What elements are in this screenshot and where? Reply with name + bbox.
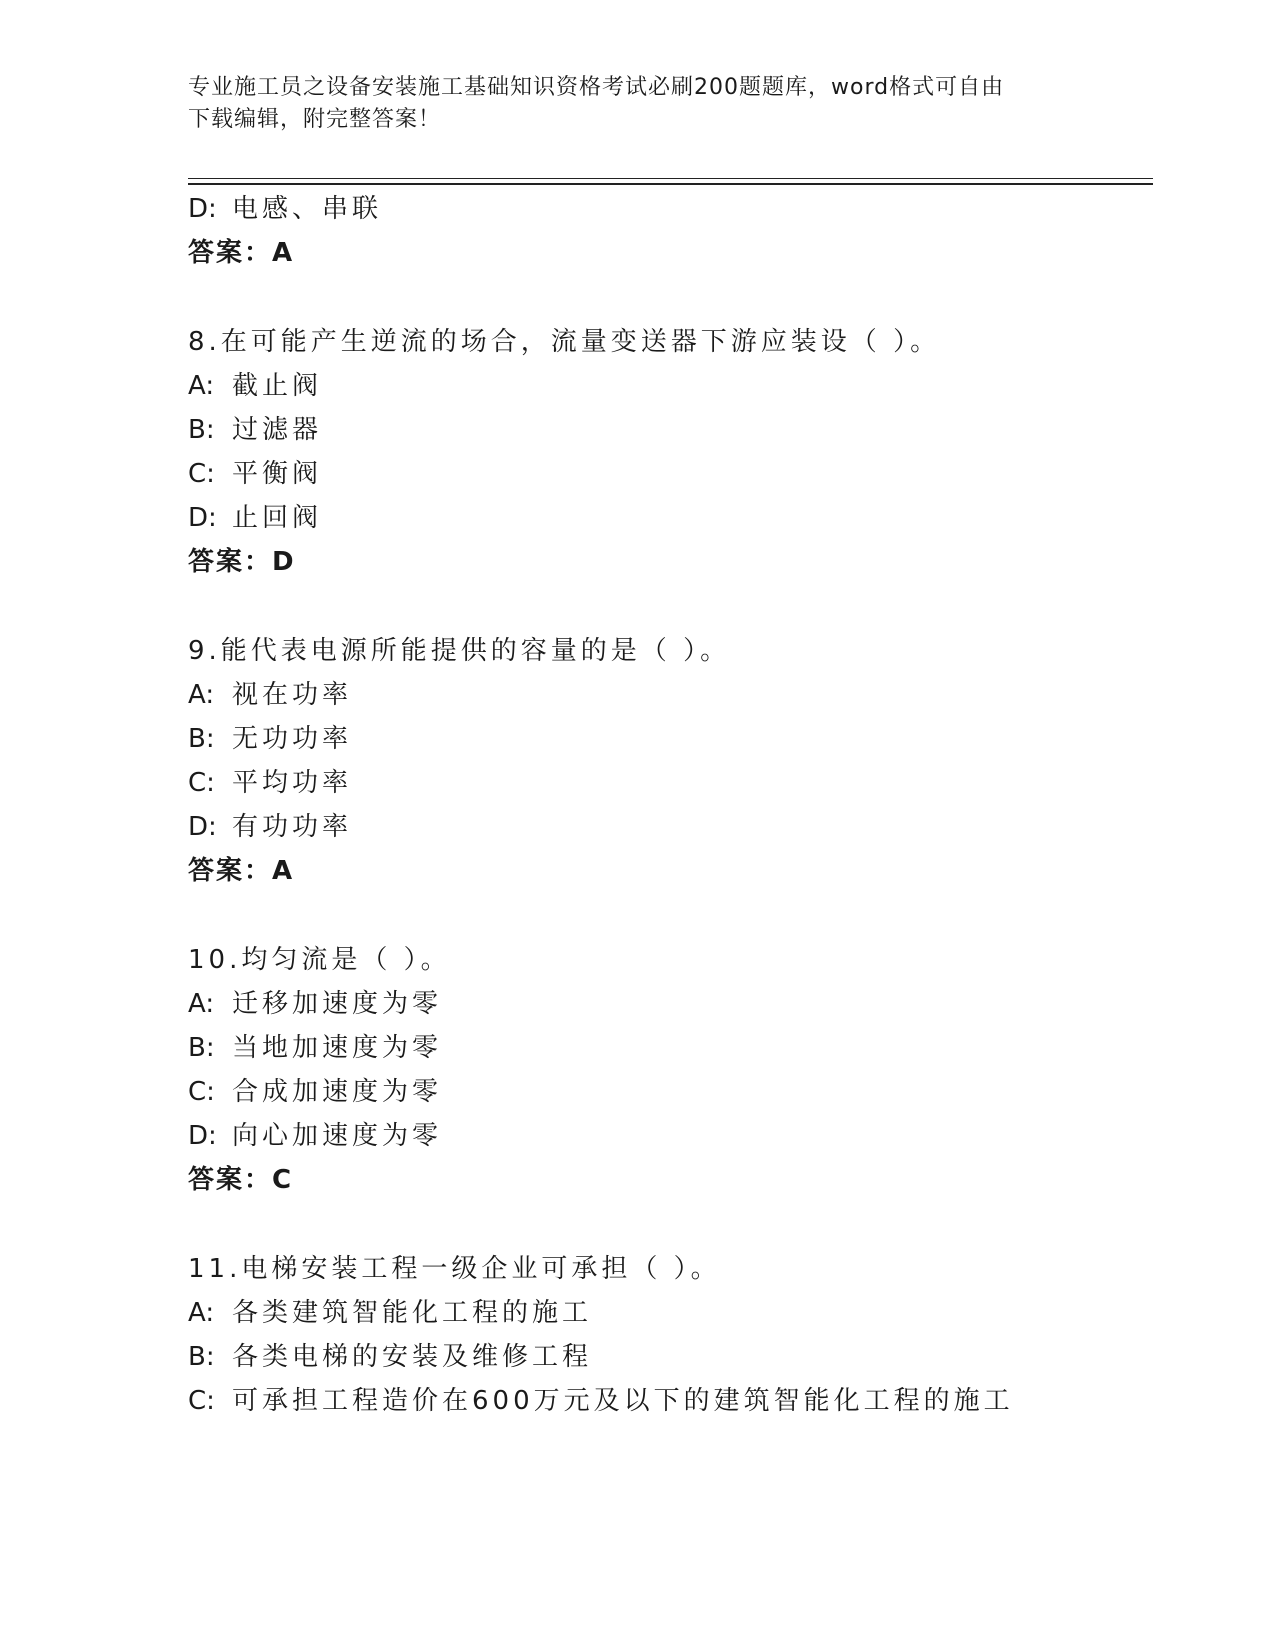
option-letter: A: bbox=[188, 989, 215, 1019]
option-letter: C: bbox=[188, 459, 215, 489]
option-text: 当地加速度为零 bbox=[232, 1033, 443, 1063]
option-text: 电感、串联 bbox=[232, 194, 383, 224]
option-d bbox=[188, 810, 352, 844]
option-text: 合成加速度为零 bbox=[232, 1077, 443, 1107]
option-a bbox=[188, 1296, 592, 1330]
option-a bbox=[188, 369, 322, 403]
answer: 答案：A bbox=[188, 238, 295, 268]
option-text: 向心加速度为零 bbox=[232, 1121, 443, 1151]
option-b bbox=[188, 413, 322, 447]
option-letter: D: bbox=[188, 1121, 217, 1151]
option-c bbox=[188, 1075, 442, 1109]
header-line-2: 下载编辑，附完整答案！ bbox=[188, 107, 442, 132]
option-b bbox=[188, 1031, 442, 1065]
option-letter: A: bbox=[188, 680, 215, 710]
option-letter: C: bbox=[188, 1386, 215, 1416]
option-text: 各类电梯的安装及维修工程 bbox=[232, 1342, 593, 1372]
option-c bbox=[188, 1384, 1014, 1418]
option-letter: A: bbox=[188, 371, 215, 401]
option-text: 过滤器 bbox=[232, 415, 323, 445]
option-text: 无功功率 bbox=[232, 724, 353, 754]
option-c bbox=[188, 766, 352, 800]
option-letter: D: bbox=[188, 194, 217, 224]
option-text: 截止阀 bbox=[232, 371, 323, 401]
option-d bbox=[188, 192, 382, 226]
option-d bbox=[188, 1119, 442, 1153]
option-letter: B: bbox=[188, 1342, 215, 1372]
header-line-1: 专业施工员之设备安装施工基础知识资格考试必刷200题题库，word格式可自由 bbox=[188, 75, 1005, 100]
answer: 答案：D bbox=[188, 547, 296, 577]
document-header bbox=[188, 72, 1088, 136]
header-rule-thick bbox=[188, 183, 1153, 185]
option-b bbox=[188, 722, 352, 756]
question-stem: 9.能代表电源所能提供的容量的是（ ）。 bbox=[188, 636, 731, 666]
question-stem: 11.电梯安装工程一级企业可承担（ ）。 bbox=[188, 1254, 721, 1284]
option-letter: C: bbox=[188, 768, 215, 798]
option-a bbox=[188, 987, 442, 1021]
option-d bbox=[188, 501, 322, 535]
option-letter: A: bbox=[188, 1298, 215, 1328]
question-stem: 10.均匀流是（ ）。 bbox=[188, 945, 451, 975]
option-text: 有功功率 bbox=[232, 812, 353, 842]
option-text: 迁移加速度为零 bbox=[232, 989, 443, 1019]
answer: 答案：A bbox=[188, 856, 295, 886]
question-stem: 8.在可能产生逆流的场合，流量变送器下游应装设（ ）。 bbox=[188, 327, 941, 357]
answer: 答案：C bbox=[188, 1165, 294, 1195]
option-text: 平均功率 bbox=[232, 768, 353, 798]
option-text: 止回阀 bbox=[232, 503, 323, 533]
option-c bbox=[188, 457, 322, 491]
option-letter: B: bbox=[188, 415, 215, 445]
option-letter: B: bbox=[188, 724, 215, 754]
option-text: 平衡阀 bbox=[232, 459, 323, 489]
option-text: 各类建筑智能化工程的施工 bbox=[232, 1298, 593, 1328]
option-letter: D: bbox=[188, 503, 217, 533]
header-rule-thin bbox=[188, 178, 1153, 179]
option-text: 视在功率 bbox=[232, 680, 353, 710]
option-text: 可承担工程造价在600万元及以下的建筑智能化工程的施工 bbox=[232, 1386, 1014, 1416]
option-a bbox=[188, 678, 352, 712]
option-letter: B: bbox=[188, 1033, 215, 1063]
option-letter: C: bbox=[188, 1077, 215, 1107]
option-b bbox=[188, 1340, 592, 1374]
option-letter: D: bbox=[188, 812, 217, 842]
